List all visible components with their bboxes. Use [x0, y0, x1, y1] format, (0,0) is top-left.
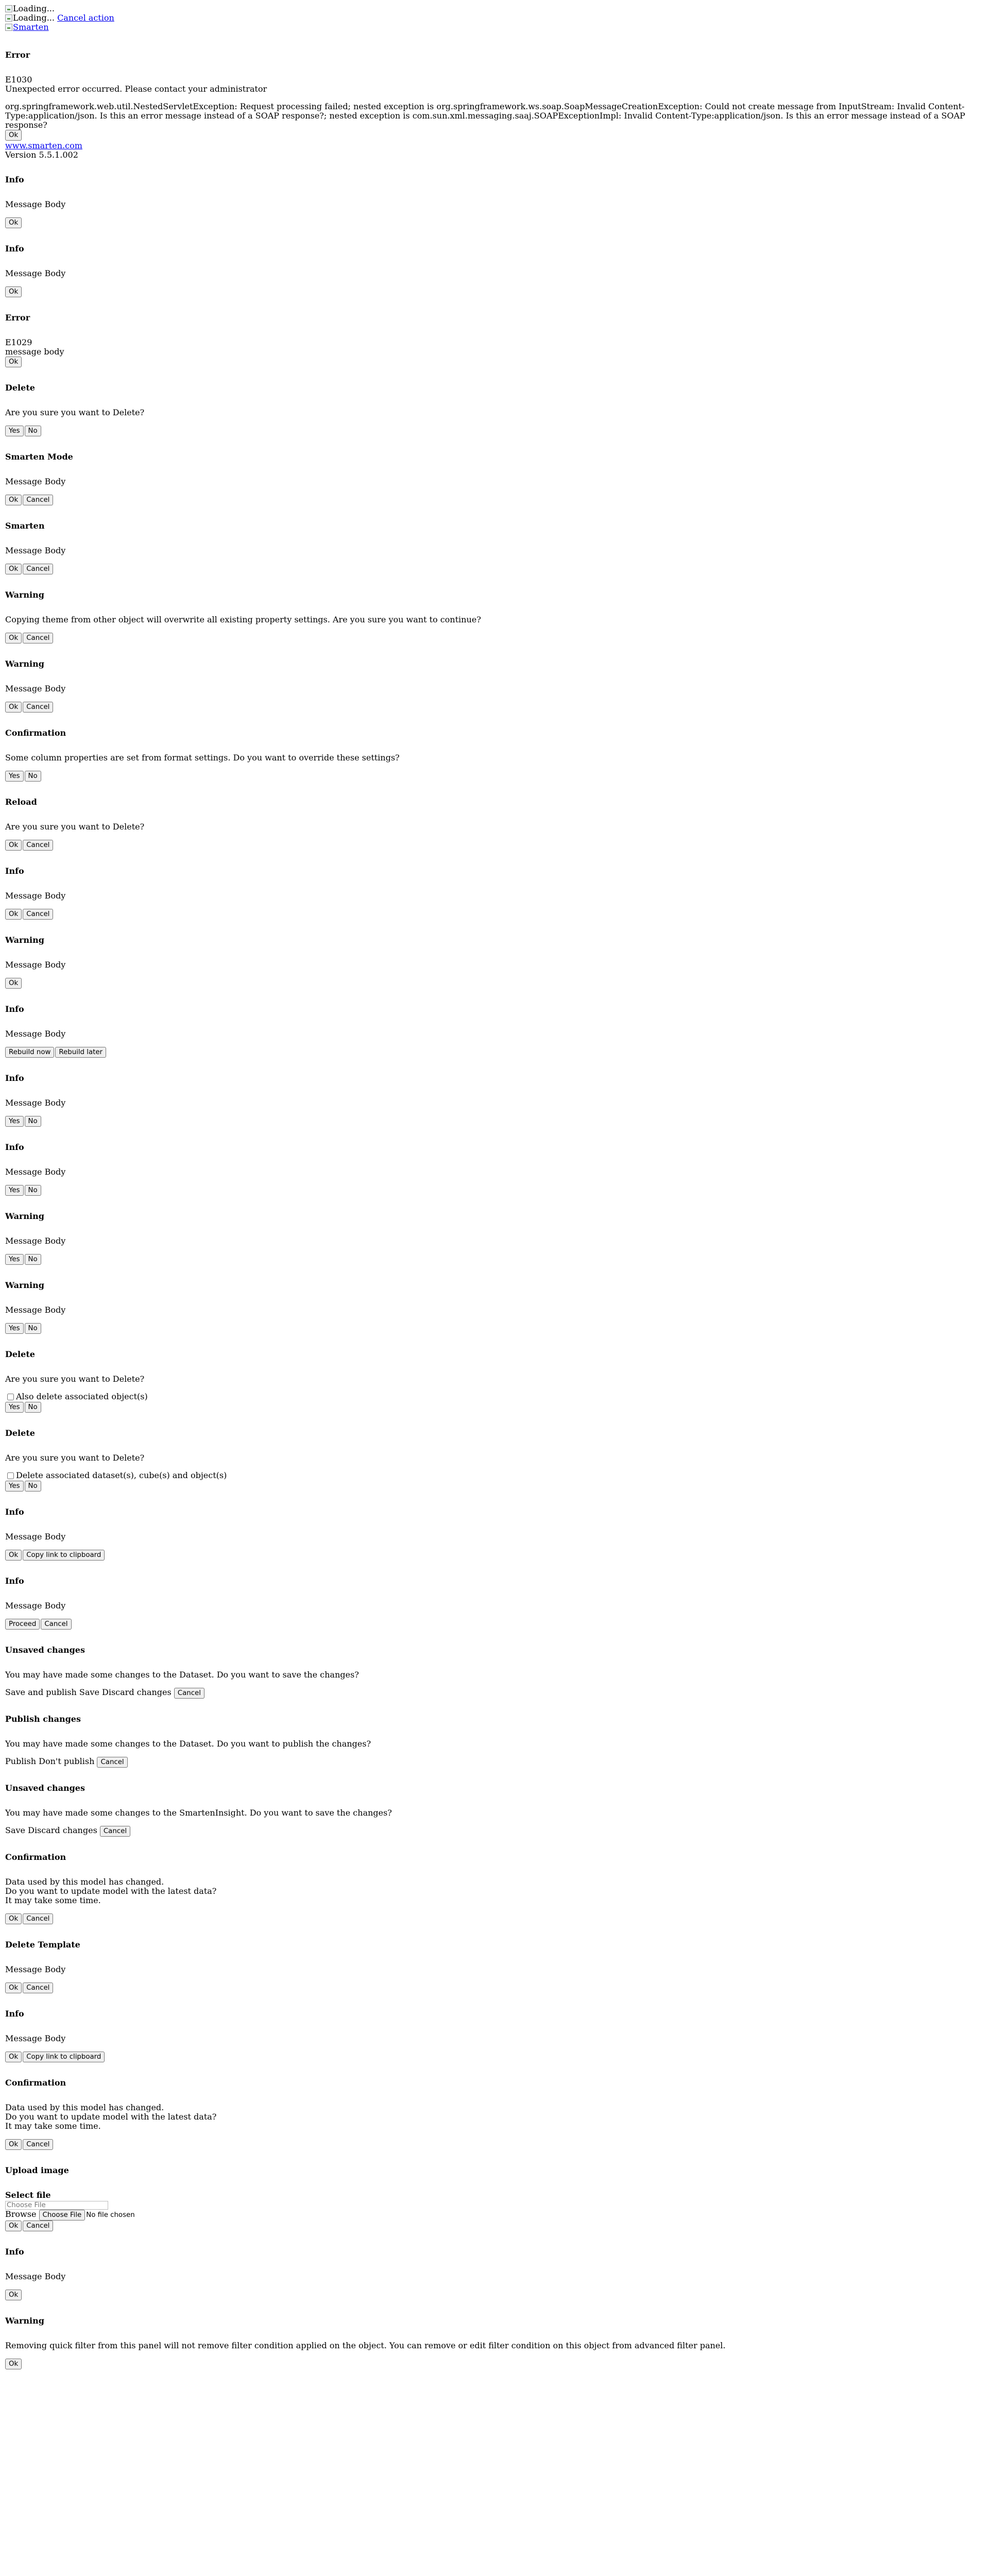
dialog-button-row	[5, 357, 974, 368]
dialog-list	[5, 175, 974, 2370]
loading-image-icon	[5, 14, 12, 22]
dialog-button-row	[5, 1185, 974, 1196]
dialog-title: Info	[5, 175, 24, 184]
dialog-message: Are you sure you want to Delete?	[5, 822, 145, 832]
dialog-title: Warning	[5, 590, 44, 600]
no-file-chosen-text: No file chosen	[86, 2211, 135, 2219]
ok-button[interactable]: Ok	[5, 2139, 22, 2150]
dialog-title: Info	[5, 1576, 24, 1586]
dialog-button-row	[5, 2139, 974, 2150]
dialog-message: Message Body	[5, 1601, 66, 1611]
publish-link[interactable]: Publish	[5, 1756, 37, 1766]
error-dialog-main	[5, 50, 974, 160]
dialog-title: Unsaved changes	[5, 1645, 85, 1655]
loading-image-icon	[5, 5, 12, 12]
dialog-message-line: It may take some time.	[5, 2121, 101, 2131]
yes-button[interactable]: Yes	[5, 1402, 24, 1413]
ok-button[interactable]: Ok	[5, 978, 22, 989]
ok-button[interactable]: Ok	[5, 909, 22, 920]
dialog-message: Message Body	[5, 2033, 66, 2043]
dialog-title: Info	[5, 1142, 24, 1152]
select-file-label: Select file	[5, 2190, 51, 2200]
loading-image-alt: Loading...	[13, 13, 55, 23]
dialog-warning	[5, 1281, 974, 1334]
loading-row-1	[5, 4, 974, 13]
dialog-message-line: Do you want to update model with the latest data?	[5, 2112, 217, 2122]
dialog-message: Copying theme from other object will overwrite all existing property settings. Are you sure you want to continue?	[5, 615, 481, 624]
ok-button[interactable]: Ok	[5, 2221, 22, 2231]
dialog-title: Info	[5, 244, 24, 253]
yes-button[interactable]: Yes	[5, 1254, 24, 1265]
dialog-button-row	[5, 2221, 974, 2232]
dialog-title: Info	[5, 866, 24, 876]
dialog-unsaved-changes	[5, 1646, 974, 1699]
cancel-button[interactable]: Cancel	[97, 1757, 127, 1768]
dialog-message: Message Body	[5, 1305, 66, 1315]
discard-changes-link[interactable]: Discard changes	[102, 1687, 172, 1697]
browse-label[interactable]: Browse	[5, 2209, 37, 2219]
dialog-message: You may have made some changes to the Dataset. Do you want to save the changes?	[5, 1670, 359, 1680]
dialog-message: Message Body	[5, 891, 66, 901]
discard-changes-link[interactable]: Discard changes	[28, 1825, 97, 1835]
cancel-action-link[interactable]: Cancel action	[57, 13, 114, 23]
error-button-row	[5, 130, 974, 141]
dialog-title: Smarten	[5, 521, 45, 531]
loading-row-2	[5, 13, 974, 23]
cancel-button[interactable]: Cancel	[23, 633, 53, 643]
dialog-message	[5, 1877, 974, 1905]
dialog-warning	[5, 936, 974, 989]
dialog-title: Reload	[5, 797, 37, 807]
dialog-warning	[5, 1212, 974, 1265]
save-and-publish-link[interactable]: Save and publish	[5, 1687, 77, 1697]
no-button[interactable]: No	[25, 1402, 41, 1413]
delete-associated-checkbox[interactable]	[7, 1394, 14, 1400]
yes-button[interactable]: Yes	[5, 426, 24, 436]
ok-button[interactable]: Ok	[5, 1982, 22, 1993]
cancel-button[interactable]: Cancel	[174, 1688, 204, 1699]
checkbox-row	[5, 1392, 974, 1402]
upload-section	[5, 2191, 974, 2221]
ok-button[interactable]: Ok	[5, 2290, 22, 2300]
dialog-button-row	[5, 633, 974, 644]
cancel-button[interactable]: Cancel	[100, 1826, 130, 1837]
yes-button[interactable]: Yes	[5, 1116, 24, 1127]
rebuild-now-button[interactable]: Rebuild now	[5, 1047, 54, 1058]
dialog-delete	[5, 1350, 974, 1413]
dialog-button-row	[5, 840, 974, 851]
smarten-logo-link[interactable]	[5, 22, 49, 32]
dialog-warning	[5, 2316, 974, 2370]
dialog-message: Message Body	[5, 546, 66, 555]
dialog-button-row	[5, 495, 974, 506]
dialog-button-row	[5, 702, 974, 713]
dialog-smarten	[5, 521, 974, 575]
error-detail: org.springframework.web.util.NestedServletException: Request processing failed; nested exception is org.springframework.ws.soap.SoapMessageCreationException: Could not create message from InputStream: Invalid Content-Type:application/json. Is this an error message instead of a SOAP response?; nested exception is com.sun.xml.messaging.saaj.SOAPExceptionImpl: Invalid Content-Type:application/json. Is this an error message instead of a SOAP response?	[5, 101, 965, 130]
proceed-button[interactable]: Proceed	[5, 1619, 40, 1630]
dialog-message: Message Body	[5, 268, 66, 278]
dialog-button-row	[5, 1116, 974, 1127]
cancel-button[interactable]: Cancel	[41, 1619, 71, 1630]
dialog-title: Smarten Mode	[5, 452, 73, 462]
dialog-info	[5, 175, 974, 229]
ok-button[interactable]: Ok	[5, 840, 22, 851]
dialog-button-row	[5, 2359, 974, 2370]
dialog-message: Message Body	[5, 1029, 66, 1039]
no-button[interactable]: No	[25, 1185, 41, 1196]
ok-button[interactable]: Ok	[5, 286, 22, 297]
dialog-title: Warning	[5, 935, 44, 945]
cancel-button[interactable]: Cancel	[23, 1982, 53, 1993]
dialog-confirmation	[5, 1853, 974, 1925]
dialog-button-row	[5, 1047, 974, 1058]
dialog-message: You may have made some changes to the SmartenInsight. Do you want to save the changes?	[5, 1808, 392, 1818]
dialog-button-row	[5, 909, 974, 920]
ok-button[interactable]: Ok	[5, 2359, 22, 2369]
dialog-info	[5, 1074, 974, 1127]
error-code: E1029	[5, 337, 32, 347]
yes-button[interactable]: Yes	[5, 771, 24, 782]
cancel-button[interactable]: Cancel	[23, 2221, 53, 2231]
dialog-unsaved-changes	[5, 1784, 974, 1837]
copy-link-to-clipboard-button[interactable]: Copy link to clipboard	[23, 2052, 105, 2062]
dialog-smarten-mode	[5, 452, 974, 506]
dialog-button-row	[5, 564, 974, 575]
dialog-info	[5, 1507, 974, 1561]
no-button[interactable]: No	[25, 1254, 41, 1265]
dialog-warning	[5, 659, 974, 713]
dialog-button-row	[5, 978, 974, 989]
dialog-delete	[5, 383, 974, 437]
dialog-message: Message Body	[5, 1167, 66, 1177]
dialog-button-row	[5, 1402, 974, 1413]
dialog-title: Error	[5, 50, 30, 60]
dialog-message: Some column properties are set from format settings. Do you want to override these settings?	[5, 753, 400, 762]
dialog-confirmation	[5, 2078, 974, 2150]
yes-button[interactable]: Yes	[5, 1323, 24, 1334]
file-name-field[interactable]	[5, 2201, 108, 2210]
dialog-message: Message Body	[5, 199, 66, 209]
ok-button[interactable]: Ok	[5, 2052, 22, 2062]
dialog-button-row	[5, 1323, 974, 1334]
dialog-title: Upload image	[5, 2165, 69, 2175]
dialog-body: message body	[5, 347, 64, 357]
no-button[interactable]: No	[25, 771, 41, 782]
yes-button[interactable]: Yes	[5, 1481, 24, 1492]
dialog-title: Confirmation	[5, 2078, 66, 2088]
website-link[interactable]: www.smarten.com	[5, 141, 82, 150]
dialog-button-row	[5, 1982, 974, 1994]
dialog-message: You may have made some changes to the Dataset. Do you want to publish the changes?	[5, 1739, 371, 1749]
dialog-button-row	[5, 1913, 974, 1925]
ok-button[interactable]: Ok	[5, 130, 22, 141]
save-link[interactable]: Save	[79, 1687, 99, 1697]
dialog-button-row	[5, 2290, 974, 2301]
cancel-button[interactable]: Cancel	[23, 564, 53, 574]
dialog-message-line: It may take some time.	[5, 1895, 101, 1905]
dialog-title: Delete	[5, 1349, 35, 1359]
no-button[interactable]: No	[25, 1323, 41, 1334]
dialog-title: Info	[5, 1004, 24, 1014]
dialog-title: Delete Template	[5, 1940, 80, 1950]
dialog-message: Message Body	[5, 960, 66, 970]
dialog-message	[5, 2103, 974, 2131]
ok-button[interactable]: Ok	[5, 702, 22, 713]
dialog-title: Info	[5, 2247, 24, 2257]
dialog-message: Are you sure you want to Delete?	[5, 1453, 145, 1463]
dialog-title: Warning	[5, 659, 44, 669]
dialog-button-row	[5, 1550, 974, 1561]
cancel-button[interactable]: Cancel	[23, 702, 53, 713]
smarten-logo-alt: Smarten	[13, 22, 49, 32]
dialog-error	[5, 313, 974, 368]
dialog-upload-image	[5, 2166, 974, 2232]
logo-row	[5, 23, 974, 32]
no-button[interactable]: No	[25, 426, 41, 436]
dialog-message-line: Data used by this model has changed.	[5, 1877, 164, 1887]
dialog-title: Info	[5, 1073, 24, 1083]
dialog-info	[5, 1005, 974, 1058]
dialog-message: Message Body	[5, 477, 66, 486]
don-t-publish-link[interactable]: Don't publish	[39, 1756, 95, 1766]
dialog-info	[5, 244, 974, 298]
dialog-button-row	[5, 2052, 974, 2063]
dialog-title: Warning	[5, 1280, 44, 1290]
ok-button[interactable]: Ok	[5, 633, 22, 643]
error-code: E1030	[5, 75, 32, 84]
dialog-message-line: Data used by this model has changed.	[5, 2103, 164, 2112]
yes-button[interactable]: Yes	[5, 1185, 24, 1196]
dialog-message: Message Body	[5, 1532, 66, 1541]
dialog-button-row	[5, 286, 974, 298]
no-button[interactable]: No	[25, 1116, 41, 1127]
dialog-button-row	[5, 1619, 974, 1630]
dialog-title: Delete	[5, 383, 35, 393]
file-browse-row	[5, 2210, 974, 2221]
dialog-button-row	[5, 1254, 974, 1265]
dialog-delete-template	[5, 1940, 974, 1994]
dialog-message: Are you sure you want to Delete?	[5, 1374, 145, 1384]
ok-button[interactable]: Ok	[5, 217, 22, 228]
dialog-button-row	[5, 1826, 974, 1837]
ok-button[interactable]: Ok	[5, 357, 22, 367]
checkbox-row	[5, 1471, 974, 1481]
dialog-message: Message Body	[5, 1964, 66, 1974]
cancel-button[interactable]: Cancel	[23, 495, 53, 505]
dialog-info	[5, 2247, 974, 2301]
error-summary: Unexpected error occurred. Please contact your administrator	[5, 84, 267, 94]
dialog-message-line: Do you want to update model with the latest data?	[5, 1886, 217, 1896]
smarten-logo-icon	[5, 24, 12, 31]
no-button[interactable]: No	[25, 1481, 41, 1492]
delete-associated-checkbox[interactable]	[7, 1472, 14, 1479]
save-link[interactable]: Save	[5, 1825, 26, 1835]
ok-button[interactable]: Ok	[5, 495, 22, 505]
dialog-message: Are you sure you want to Delete?	[5, 408, 145, 417]
dialog-title: Confirmation	[5, 728, 66, 738]
dialog-button-row	[5, 1688, 974, 1699]
cancel-button[interactable]: Cancel	[23, 840, 53, 851]
dialog-button-row	[5, 1481, 974, 1492]
checkbox-label: Delete associated dataset(s), cube(s) and object(s)	[16, 1470, 227, 1480]
dialog-button-row	[5, 1757, 974, 1768]
dialog-title: Unsaved changes	[5, 1783, 85, 1793]
dialog-info	[5, 867, 974, 920]
loading-image-alt: Loading...	[13, 4, 55, 13]
cancel-button[interactable]: Cancel	[23, 2139, 53, 2150]
dialog-warning	[5, 590, 974, 644]
dialog-title: Info	[5, 1507, 24, 1517]
dialog-info	[5, 1577, 974, 1630]
dialog-confirmation	[5, 728, 974, 782]
dialog-message: Message Body	[5, 1098, 66, 1108]
ok-button[interactable]: Ok	[5, 564, 22, 574]
ok-button[interactable]: Ok	[5, 1913, 22, 1924]
dialog-message: Message Body	[5, 1236, 66, 1246]
dialog-message: Message Body	[5, 2272, 66, 2281]
dialog-title: Confirmation	[5, 1852, 66, 1862]
dialog-reload	[5, 798, 974, 851]
dialog-info	[5, 1143, 974, 1196]
cancel-button[interactable]: Cancel	[23, 909, 53, 920]
dialog-title: Publish changes	[5, 1714, 81, 1724]
dialog-delete	[5, 1429, 974, 1492]
dialog-title: Warning	[5, 2316, 44, 2326]
ok-button[interactable]: Ok	[5, 1550, 22, 1561]
dialog-publish-changes	[5, 1715, 974, 1768]
rebuild-later-button[interactable]: Rebuild later	[55, 1047, 106, 1058]
dialog-button-row	[5, 217, 974, 229]
dialog-title: Delete	[5, 1428, 35, 1438]
dialog-button-row	[5, 426, 974, 437]
checkbox-label: Also delete associated object(s)	[16, 1392, 148, 1401]
choose-file-button[interactable]: Choose File	[39, 2210, 86, 2221]
dialog-message: Message Body	[5, 684, 66, 693]
dialog-info	[5, 2009, 974, 2063]
dialog-title: Info	[5, 2009, 24, 2019]
dialog-title: Error	[5, 313, 30, 323]
cancel-button[interactable]: Cancel	[23, 1913, 53, 1924]
version-text: Version 5.5.1.002	[5, 150, 78, 160]
dialog-title: Warning	[5, 1211, 44, 1221]
copy-link-to-clipboard-button[interactable]: Copy link to clipboard	[23, 1550, 105, 1561]
dialog-message: Removing quick filter from this panel will not remove filter condition applied on the object. You can remove or edit filter condition on this object from advanced filter panel.	[5, 2341, 726, 2350]
dialog-button-row	[5, 771, 974, 782]
